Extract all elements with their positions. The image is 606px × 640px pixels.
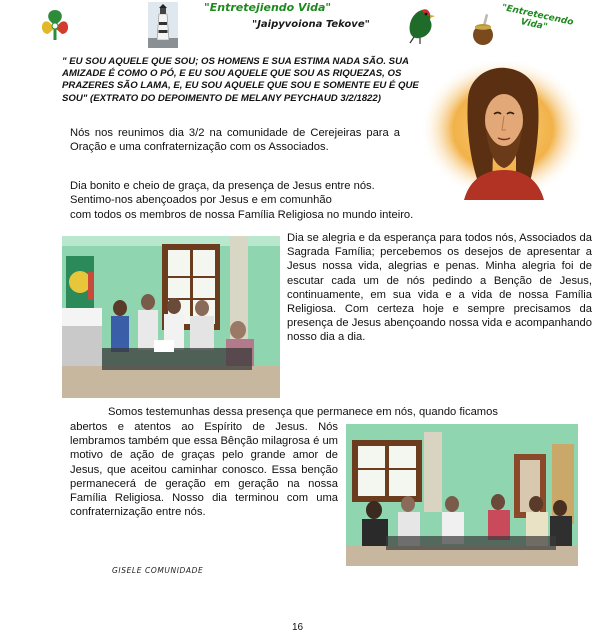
- jesus-portrait: [420, 58, 586, 200]
- bird-icon: [404, 4, 438, 44]
- page-number: 16: [292, 622, 304, 633]
- header: [0, 0, 606, 52]
- trefoil-logo: [36, 4, 74, 44]
- paragraph-4a: Somos testemunhas dessa presença que permanece em nós, quando ficamos: [108, 406, 498, 418]
- paragraph-2a: Dia bonito e cheio de graça, da presença de Jesus entre nós. Sentimo-nos abençoados por Jesus e em comunhão: [70, 180, 375, 207]
- signature: GISELE COMUNIDADE: [112, 566, 204, 575]
- header-title: "Entretejiendo Vida": [204, 1, 332, 14]
- mate-gourd-icon: [470, 14, 496, 46]
- header-subtitle: "Jaipyvoiona Tekove": [252, 19, 370, 30]
- paragraph-2b: com todos os membros de nossa Família Religiosa no mundo inteiro.: [70, 209, 414, 221]
- photo-confraternization: [346, 424, 578, 566]
- header-right-title: "Entretecendo Vida": [500, 2, 575, 33]
- paragraph-4b: abertos e atentos ao Espírito de Jesus. Nós lembramos também que essa Bênção milagrosa é um motivo de ação de graças pelo grande amor de Jesus, que aceitou caminhar conosco. Essa benção permanecerá de geração em geração na nossa Família Religiosa. Nosso dia terminou com uma confraternização entre nós.: [70, 421, 339, 519]
- photo-meeting-room: [62, 236, 280, 398]
- opening-quote: " EU SOU AQUELE QUE SOU; OS HOMENS E SUA ESTIMA NADA SÃO. SUA AMIZADE É COMO O PÓ, E EU SOU AQUELE QUE SOU AS RIQUEZAS, OS PRAZERES SÃO LAMA, E, EU SOU AQUELE QUE SOU E SOMENTE EU É QUE SOU" (EXTRATO DO DEPOIMENTO DE MELANY PEYCHAUD 3/2/1822): [62, 56, 419, 104]
- lighthouse-icon: [148, 2, 178, 48]
- paragraph-3: Dia se alegria e da esperança para todos nós, Associados da Sagrada Família; percebemos os desejos de apresentar a Jesus nossa vida, alegrias e penas. Minha alegria foi de escutar cada um de nós pedindo a Benção de Jesus, continuamente, em sua vida e a vida de nossa Família Religiosa. Com certeza hoje e sempre precisamos da presença de Jesus abençoando nossa vida e acompanhando nosso dia a dia.: [287, 232, 592, 344]
- paragraph-1: Nós nos reunimos dia 3/2 na comunidade de Cerejeiras para a Oração e uma confraternização com os Associados.: [70, 127, 400, 154]
